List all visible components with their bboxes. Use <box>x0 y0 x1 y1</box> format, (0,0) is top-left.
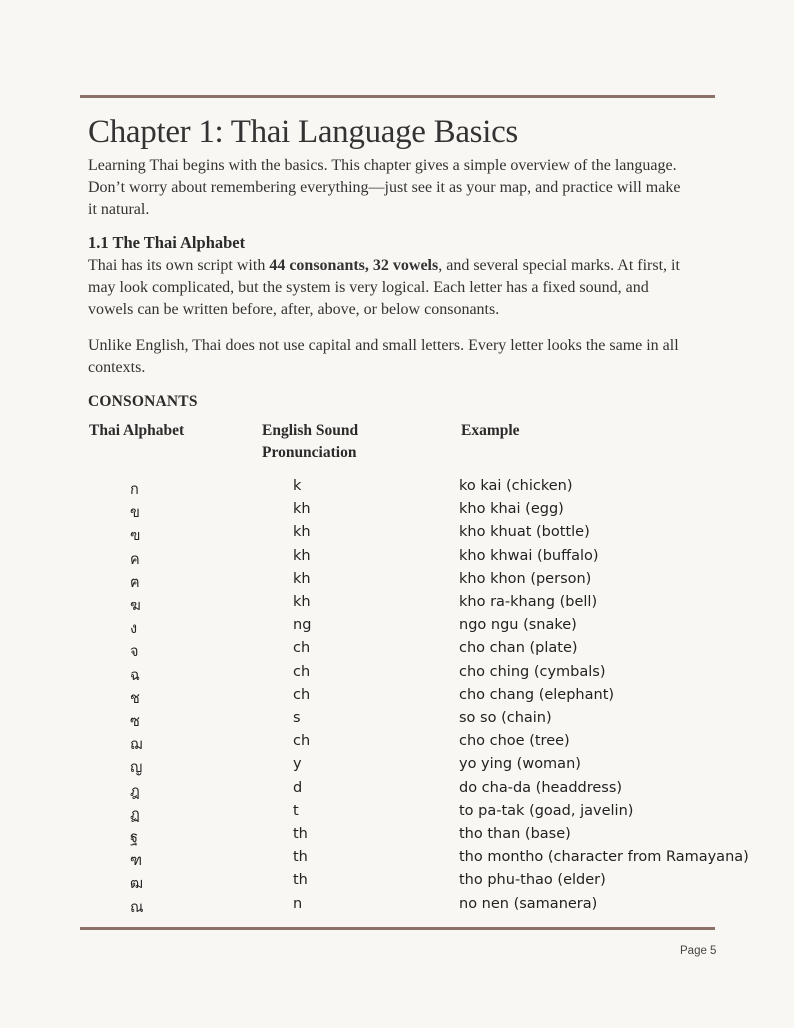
example-word: do cha-da (headdress) <box>459 779 623 796</box>
english-sound: k <box>293 478 302 494</box>
example-word: kho ra-khang (bell) <box>459 594 598 610</box>
column-header-example: Example <box>461 422 520 439</box>
page-number: Page 5 <box>680 945 717 957</box>
english-sound: ch <box>293 733 311 750</box>
column-header-english-sound-line2: Pronunciation <box>262 444 357 461</box>
table-row <box>0 756 794 779</box>
page-content <box>88 114 688 411</box>
english-sound: th <box>293 849 308 866</box>
english-sound: y <box>293 756 302 773</box>
thai-letter: ฏ <box>130 806 140 823</box>
table-row <box>0 803 794 826</box>
table-row <box>0 687 794 710</box>
consonants-heading: CONSONANTS <box>88 393 198 410</box>
example-word: yo ying (woman) <box>459 756 581 773</box>
example-word: kho khuat (bottle) <box>459 524 590 541</box>
example-word: no nen (samanera) <box>459 895 598 912</box>
english-sound: t <box>293 802 299 819</box>
column-header-english-sound-line1: English Sound <box>262 422 359 439</box>
table-row <box>0 571 794 594</box>
thai-letter: ฐ <box>130 830 139 846</box>
thai-letter: ค <box>130 551 140 568</box>
english-sound: ng <box>293 617 312 634</box>
example-word: tho than (base) <box>459 826 571 842</box>
example-word: ngo ngu (snake) <box>459 617 577 634</box>
thai-letter: ข <box>130 505 140 522</box>
thai-letter: ฑ <box>130 853 143 870</box>
english-sound: kh <box>293 524 311 541</box>
column-header-english-sound <box>262 420 358 464</box>
english-sound: kh <box>293 501 311 518</box>
section-paragraph-1 <box>88 255 688 321</box>
chapter-title: Chapter 1: Thai Language Basics <box>88 114 518 150</box>
english-sound: ch <box>293 640 311 657</box>
p1-bold-count: 44 consonants, 32 vowels <box>269 257 439 274</box>
table-row <box>0 640 794 663</box>
table-row <box>0 664 794 687</box>
table-row <box>0 849 794 872</box>
thai-letter: ณ <box>130 899 144 916</box>
table-row <box>0 594 794 617</box>
example-word: cho ching (cymbals) <box>459 663 606 680</box>
english-sound: kh <box>293 547 311 564</box>
table-row <box>0 548 794 571</box>
p1-text-before: Thai has its own script with <box>88 257 270 274</box>
thai-letter: ฌ <box>130 737 143 754</box>
thai-letter: ฃ <box>130 528 141 545</box>
thai-letter: ง <box>130 621 138 638</box>
example-word: kho khwai (buffalo) <box>459 547 599 564</box>
thai-letter: ช <box>130 690 140 707</box>
thai-letter: จ <box>130 644 139 661</box>
example-word: cho chan (plate) <box>459 640 578 657</box>
top-divider <box>80 95 715 98</box>
column-header-thai-alphabet: Thai Alphabet <box>89 422 185 439</box>
chapter-intro: Learning Thai begins with the basics. This chapter gives a simple overview of the language. Don’t worry about remembering everything—just see it as your map, and practice will make it natural. <box>88 157 681 218</box>
table-row <box>0 780 794 803</box>
table-row <box>0 501 794 524</box>
thai-letter: ฒ <box>130 876 144 893</box>
example-word: cho choe (tree) <box>459 733 570 750</box>
p1-text-after: , and several special marks. At first, it may look complicated, but the system is very logical. Each letter has a fixed sound, and vowels can be written before, after, above, or below consonants. <box>88 257 680 318</box>
table-row <box>0 710 794 733</box>
english-sound: kh <box>293 570 311 587</box>
english-sound: n <box>293 895 303 912</box>
english-sound: ch <box>293 663 311 680</box>
thai-letter: ญ <box>130 760 143 777</box>
example-word: ko kai (chicken) <box>459 478 573 494</box>
thai-letter: ฉ <box>130 667 140 684</box>
table-row <box>0 478 794 501</box>
english-sound: th <box>293 826 308 842</box>
example-word: kho khon (person) <box>459 570 592 587</box>
section-title: 1.1 The Thai Alphabet <box>88 233 246 252</box>
table-row <box>0 524 794 547</box>
table-row <box>0 872 794 895</box>
section-paragraph-2: Unlike English, Thai does not use capital and small letters. Every letter looks the same in all contexts. <box>88 337 679 376</box>
example-word: tho phu-thao (elder) <box>459 872 606 889</box>
english-sound: ch <box>293 686 311 703</box>
english-sound: th <box>293 872 308 889</box>
bottom-divider <box>80 927 715 930</box>
example-word: to pa-tak (goad, javelin) <box>459 802 634 819</box>
example-word: kho khai (egg) <box>459 501 564 518</box>
example-word: so so (chain) <box>459 710 552 726</box>
english-sound: s <box>293 710 301 726</box>
thai-letter: ก <box>130 482 139 498</box>
example-word: cho chang (elephant) <box>459 686 615 703</box>
thai-letter: ฎ <box>130 783 140 800</box>
table-row <box>0 896 794 919</box>
english-sound: d <box>293 779 303 796</box>
example-word: tho montho (character from Ramayana) <box>459 849 749 866</box>
table-row <box>0 733 794 756</box>
thai-letter: ฆ <box>130 598 141 614</box>
thai-letter: ฅ <box>130 574 140 591</box>
english-sound: kh <box>293 594 311 610</box>
table-row <box>0 617 794 640</box>
table-row <box>0 826 794 849</box>
thai-letter: ซ <box>130 714 140 730</box>
